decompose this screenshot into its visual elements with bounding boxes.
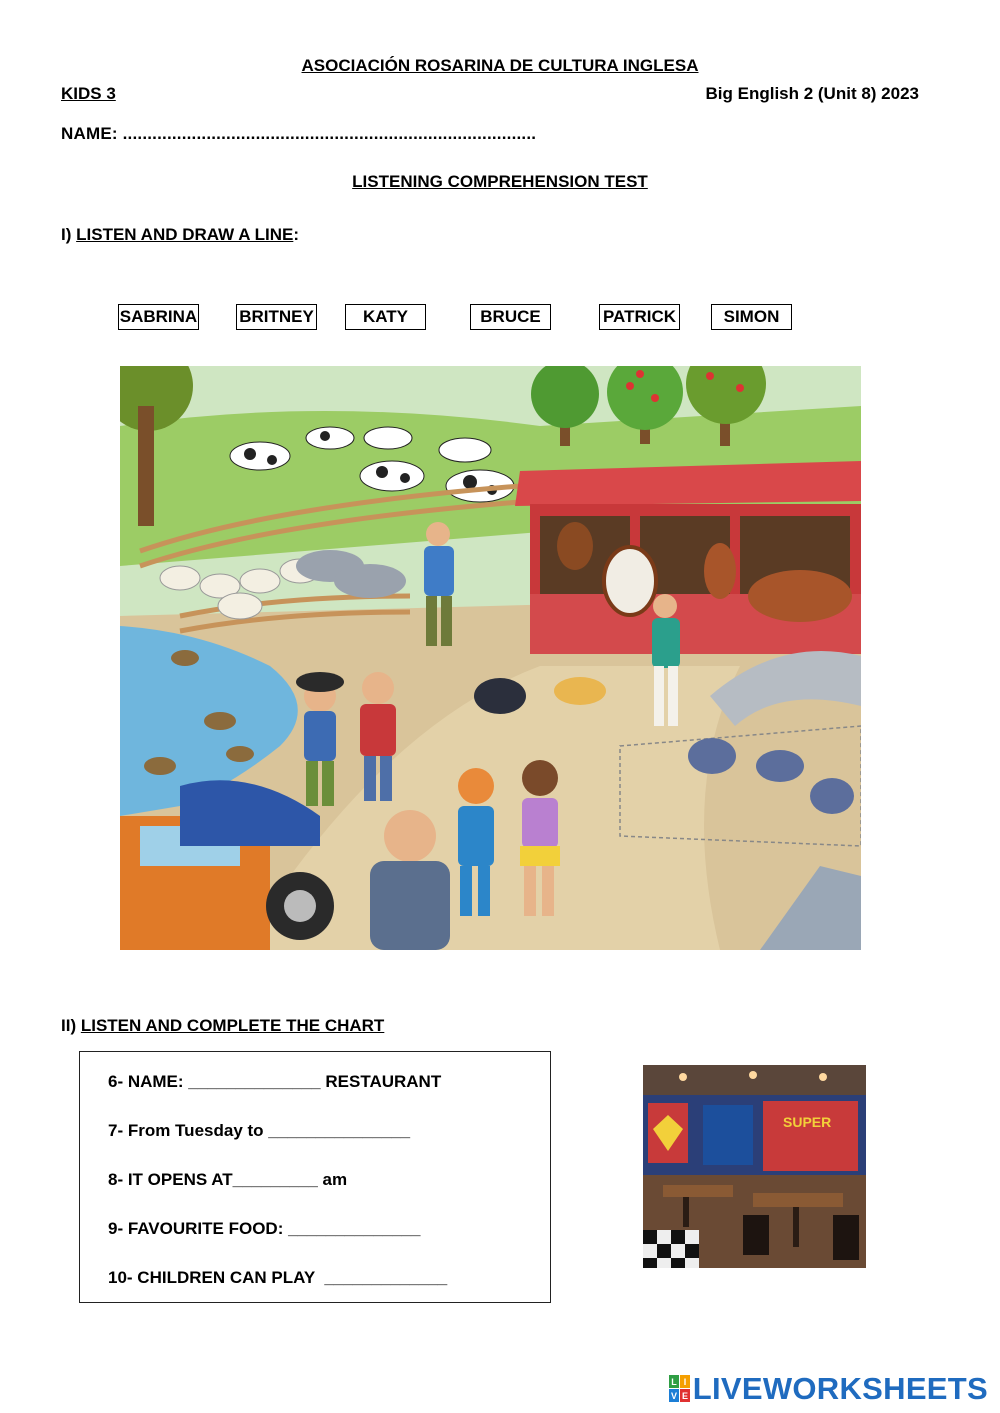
name-box-britney[interactable]: BRITNEY [236,304,317,330]
name-box-sabrina[interactable]: SABRINA [118,304,199,330]
section-1-heading [61,225,299,245]
chart-item-10[interactable]: 10- CHILDREN CAN PLAY _____________ [108,1268,448,1287]
chart-item-7[interactable]: 7- From Tuesday to _______________ [108,1121,411,1140]
restaurant-photo [643,1065,866,1268]
section-1-number: I) [61,225,72,244]
section-2-heading [61,1016,384,1036]
logo-letter: I [683,1377,686,1387]
test-title: LISTENING COMPREHENSION TEST [352,172,648,191]
level-label: KIDS 3 [61,84,116,103]
logo-letter: V [670,1391,677,1401]
name-box-simon[interactable]: SIMON [711,304,792,330]
restaurant-sign-text: SUPER [783,1114,832,1130]
liveworksheets-brand [669,1372,988,1406]
chart-box [79,1051,551,1303]
chart-item-9[interactable]: 9- FAVOURITE FOOD: ______________ [108,1219,421,1238]
organization-title: ASOCIACIÓN ROSARINA DE CULTURA INGLESA [301,56,699,75]
chart-item-6[interactable]: 6- NAME: ______________ RESTAURANT [108,1072,442,1091]
section-2-title: LISTEN AND COMPLETE THE CHART [80,1016,385,1035]
name-box-katy[interactable]: KATY [345,304,426,330]
logo-letter: L [670,1377,677,1387]
book-label: Big English 2 (Unit 8) 2023 [705,84,919,103]
student-name-line: NAME: .................................................................................... [61,124,537,143]
logo-letter: E [681,1391,688,1401]
farm-scene-illustration [120,366,861,950]
name-box-bruce[interactable]: BRUCE [470,304,551,330]
liveworksheets-logo-icon [669,1375,691,1403]
name-box-patrick[interactable]: PATRICK [599,304,680,330]
section-1-colon: : [293,225,300,244]
brand-text: LIVEWORKSHEETS [692,1371,988,1406]
chart-item-8[interactable]: 8- IT OPENS AT_________ am [108,1170,348,1189]
section-1-title: LISTEN AND DRAW A LINE [76,225,294,244]
section-2-number: II) [61,1016,77,1035]
